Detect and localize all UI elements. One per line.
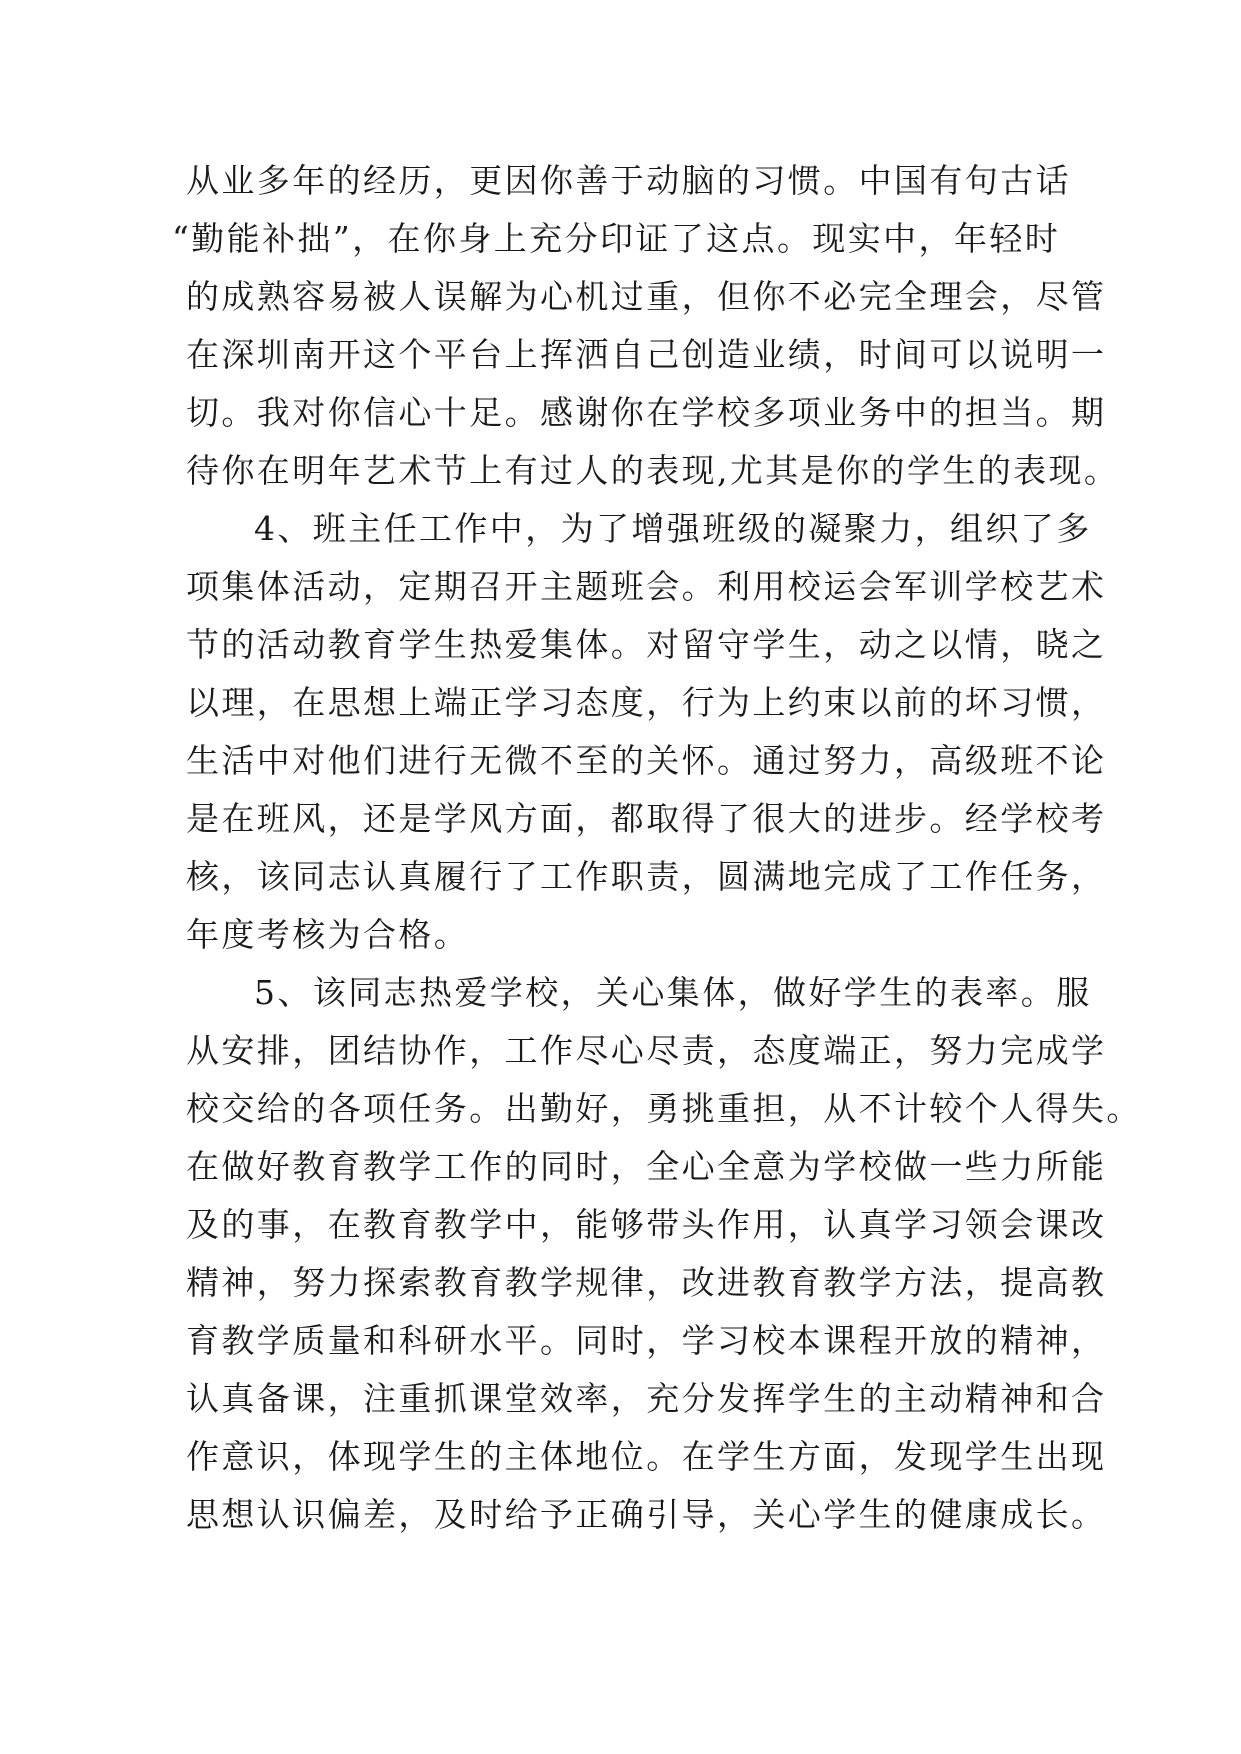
text-line: 待你在明年艺术节上有过人的表现,尤其是你的学生的表现。: [186, 451, 1120, 490]
paragraph-4-first-line: 4、班主任工作中，为了增强班级的凝聚力，组织了多: [254, 509, 1092, 548]
text-line: 节的活动教育学生热爱集体。对留守学生，动之以情，晓之: [186, 625, 1107, 664]
text-line: 是在班风，还是学风方面，都取得了很大的进步。经学校考: [186, 799, 1107, 838]
text-line: 思想认识偏差，及时给予正确引导，关心学生的健康成长。: [186, 1495, 1107, 1534]
text-line: “勤能补拙”，在你身上充分印证了这点。现实中，年轻时: [172, 219, 1061, 258]
text-line: 生活中对他们进行无微不至的关怀。通过努力，高级班不论: [186, 741, 1107, 780]
text-line: 在做好教育教学工作的同时，全心全意为学校做一些力所能: [186, 1147, 1107, 1186]
text-line: 在深圳南开这个平台上挥洒自己创造业绩，时间可以说明一: [186, 335, 1107, 374]
text-line: 从安排，团结协作，工作尽心尽责，态度端正，努力完成学: [186, 1031, 1107, 1070]
body-text: [172, 152, 1142, 1544]
paragraph-5-first-line: 5、该同志热爱学校，关心集体，做好学生的表率。服: [254, 973, 1092, 1012]
text-line: 作意识，体现学生的主体地位。在学生方面，发现学生出现: [186, 1437, 1107, 1476]
text-line: 核，该同志认真履行了工作职责，圆满地完成了工作任务，: [186, 857, 1107, 896]
text-line: 年度考核为合格。: [186, 915, 470, 954]
text-line: 切。我对你信心十足。感谢你在学校多项业务中的担当。期: [186, 393, 1107, 432]
text-line: 从业多年的经历，更因你善于动脑的习惯。中国有句古话: [186, 161, 1071, 200]
text-line: 及的事，在教育教学中，能够带头作用，认真学习领会课改: [186, 1205, 1107, 1244]
text-line: 项集体活动，定期召开主题班会。利用校运会军训学校艺术: [186, 567, 1107, 606]
text-line: 认真备课，注重抓课堂效率，充分发挥学生的主动精神和合: [186, 1379, 1107, 1418]
text-line: 的成熟容易被人误解为心机过重，但你不必完全理会，尽管: [186, 277, 1107, 316]
text-line: 以理，在思想上端正学习态度，行为上约束以前的坏习惯，: [186, 683, 1107, 722]
text-line: 校交给的各项任务。出勤好，勇挑重担，从不计较个人得失。: [186, 1089, 1142, 1128]
text-line: 育教学质量和科研水平。同时，学习校本课程开放的精神，: [186, 1321, 1107, 1360]
text-line: 精神，努力探索教育教学规律，改进教育教学方法，提高教: [186, 1263, 1107, 1302]
